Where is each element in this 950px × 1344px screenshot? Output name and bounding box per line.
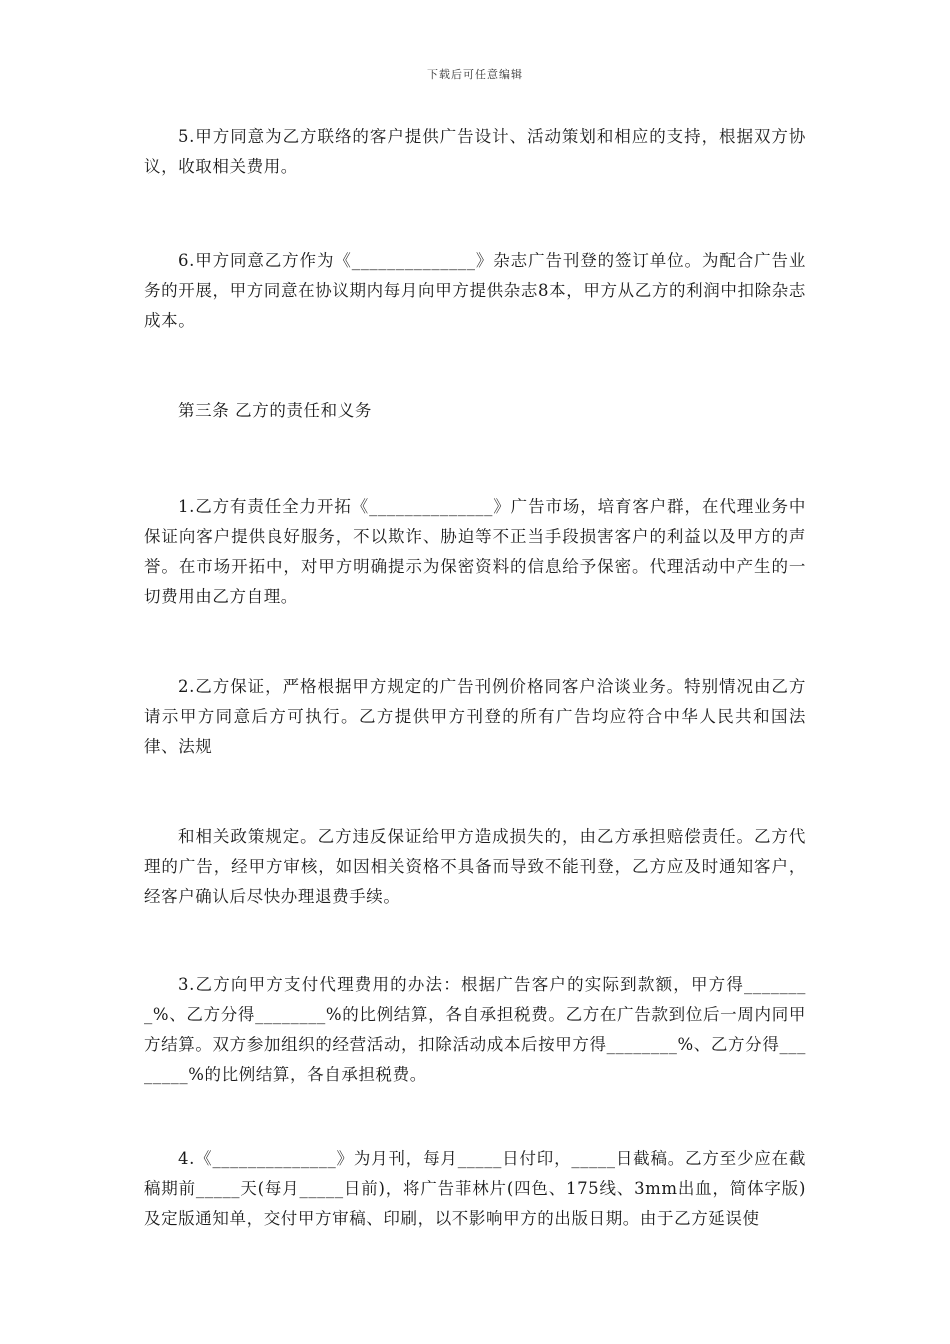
paragraph-clause-6: 6.甲方同意乙方作为《______________》杂志广告刊登的签订单位。为配合广告业务的开展，甲方同意在协议期内每月向甲方提供杂志8本，甲方从乙方的利润中扣除杂志成本。 [144,251,806,330]
paragraph-party-b-2-continued: 和相关政策规定。乙方违反保证给甲方造成损失的，由乙方承担赔偿责任。乙方代理的广告，经甲方审核，如因相关资格不具备而导致不能刊登，乙方应及时通知客户，经客户确认后尽快办理退费手续。 [144,827,806,906]
paragraph-party-b-3: 3.乙方向甲方支付代理费用的办法：根据广告客户的实际到款额，甲方得________%、乙方分得________%的比例结算，各自承担税费。乙方在广告款到位后一周内同甲方结算。双方参加组织的经营活动，扣除活动成本后按甲方得________%、乙方分得________%的比例结算，各自承担税费。 [144,975,806,1084]
paragraph-party-b-1: 1.乙方有责任全力开拓《______________》广告市场，培育客户群，在代理业务中保证向客户提供良好服务，不以欺诈、胁迫等不正当手段损害客户的利益以及甲方的声誉。在市场开拓中，对甲方明确提示为保密资料的信息给予保密。代理活动中产生的一切费用由乙方自理。 [144,497,806,606]
paragraph-clause-5: 5.甲方同意为乙方联络的客户提供广告设计、活动策划和相应的支持，根据双方协议，收取相关费用。 [144,127,806,176]
header-note: 下载后可任意编辑 [427,68,523,81]
paragraph-party-b-4: 4.《______________》为月刊，每月_____日付印，_____日截稿。乙方至少应在截稿期前_____天(每月_____日前)，将广告菲林片(四色、175线、3mm出血，简体字版)及定版通知单，交付甲方审稿、印刷，以不影响甲方的出版日期。由于乙方延误使 [144,1149,806,1228]
section-heading: 第三条 乙方的责任和义务 [178,401,372,420]
paragraph-party-b-2: 2.乙方保证，严格根据甲方规定的广告刊例价格同客户洽谈业务。特别情况由乙方请示甲方同意后方可执行。乙方提供甲方刊登的所有广告均应符合中华人民共和国法律、法规 [144,677,806,756]
